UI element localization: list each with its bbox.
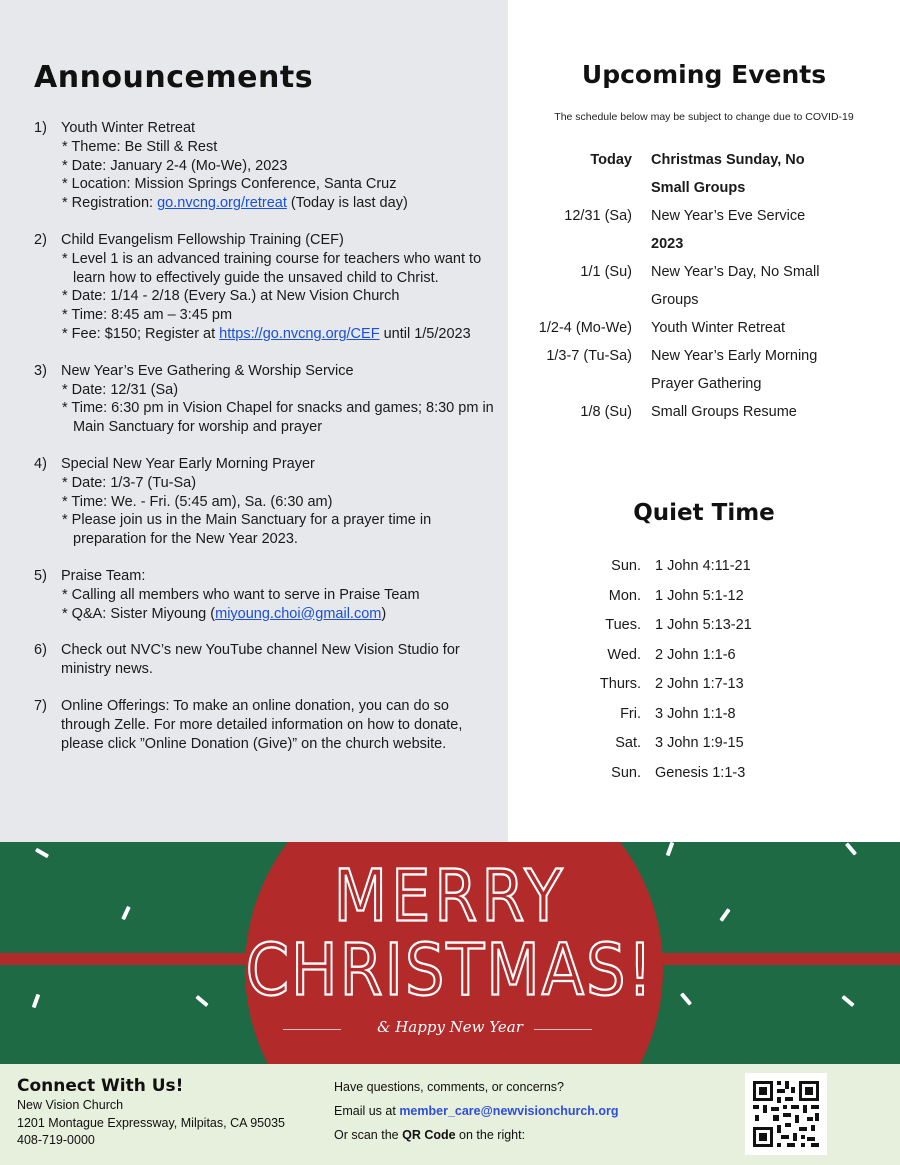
qt-day: Thurs. (599, 676, 641, 692)
item-number: 3) (34, 362, 47, 379)
event-row (508, 146, 900, 174)
event-date (508, 174, 651, 202)
event-row (508, 230, 900, 258)
announcement-item (34, 641, 502, 679)
event-desc: Prayer Gathering (651, 376, 762, 392)
christmas-banner (0, 842, 900, 1064)
announcement-item (34, 119, 502, 213)
retreat-registration-link[interactable]: go.nvcng.org/retreat (157, 195, 287, 212)
christmas-text: CHRISTMAS! (245, 928, 655, 1012)
event-desc: Groups (651, 292, 699, 308)
church-name: New Vision Church (17, 1098, 124, 1112)
qt-reference: 1 John 5:13-21 (655, 617, 752, 633)
qa-line: * Q&A: Sister Miyoung (miyoung.choi@gmail.com) (62, 605, 387, 622)
item-number: 5) (34, 567, 47, 584)
item-line: * Date: 1/3-7 (Tu-Sa) (62, 474, 197, 491)
item-title: Child Evangelism Fellowship Training (CEF) (61, 231, 344, 248)
item-line: * Date: 1/14 - 2/18 (Every Sa.) at New Vision Church (62, 288, 400, 305)
event-date: 12/31 (Sa) (564, 208, 632, 224)
event-year-heading: 2023 (651, 236, 684, 252)
quiet-time-row (508, 670, 900, 700)
events-subtitle: The schedule below may be subject to change due to COVID-19 (554, 111, 854, 123)
event-date: 1/1 (Su) (580, 264, 632, 280)
qt-day: Sat. (615, 735, 641, 751)
announcements-list (34, 119, 502, 771)
upcoming-events-title: Upcoming Events (581, 60, 827, 89)
event-date (508, 370, 651, 398)
item-line: * Calling all members who want to serve in Praise Team (62, 586, 420, 603)
quiet-time-row (508, 700, 900, 730)
item-title: Online Offerings: To make an online donation, you can do so through Zelle. For more detailed information on how to donate, please click ”Online Donation (Give)” on the church website. (61, 697, 463, 752)
announcement-item (34, 697, 502, 753)
email-line: Email us at member_care@newvisionchurch.org (334, 1104, 619, 1118)
event-date: 1/2-4 (Mo-We) (538, 320, 632, 336)
qt-reference: 1 John 4:11-21 (655, 558, 751, 574)
item-line: * Theme: Be Still & Rest (62, 138, 218, 155)
qt-reference: 2 John 1:7-13 (655, 676, 744, 692)
event-row (508, 174, 900, 202)
event-row (508, 258, 900, 286)
contact-email-link[interactable]: member_care@newvisionchurch.org (399, 1104, 619, 1118)
qr-line: Or scan the QR Code on the right: (334, 1128, 526, 1142)
merry-text: MERRY (333, 854, 567, 938)
qt-reference: 3 John 1:1-8 (655, 705, 736, 722)
event-desc: Christmas Sunday, No (651, 152, 805, 168)
footer (0, 1064, 900, 1165)
announcement-item (34, 231, 502, 344)
announcement-item (34, 567, 502, 623)
qr-code-icon[interactable] (745, 1073, 827, 1155)
item-line: * Level 1 is an advanced training course for teachers who want to learn how to effectively guide the unsaved child to Christ. (62, 250, 482, 286)
qt-reference: Genesis 1:1-3 (655, 764, 746, 781)
item-title: Check out NVC’s new YouTube channel New Vision Studio for ministry news. (61, 642, 460, 678)
quiet-time-row (508, 611, 900, 641)
events-table (508, 146, 900, 426)
announcements-title: Announcements (34, 60, 314, 95)
qt-reference: 2 John 1:1-6 (655, 646, 736, 663)
item-line: * Time: We. - Fri. (5:45 am), Sa. (6:30 am) (62, 493, 333, 510)
item-title: New Year’s Eve Gathering & Worship Service (61, 362, 354, 379)
church-address: 1201 Montague Expressway, Milpitas, CA 95035 (17, 1116, 285, 1130)
event-desc: New Year’s Eve Service (651, 208, 806, 224)
item-line: * Date: 12/31 (Sa) (62, 381, 179, 398)
announcement-item (34, 455, 502, 549)
event-desc: New Year’s Day, No Small (651, 264, 820, 280)
event-desc: Small Groups (651, 180, 746, 196)
item-number: 1) (34, 120, 47, 136)
item-number: 2) (34, 231, 47, 248)
event-desc: New Year’s Early Morning (651, 348, 818, 364)
event-date (508, 230, 651, 258)
quiet-time-table (508, 552, 900, 788)
qt-day: Mon. (608, 587, 641, 604)
event-row (508, 314, 900, 342)
quiet-time-row (508, 582, 900, 612)
item-line: * Location: Mission Springs Conference, Santa Cruz (62, 176, 397, 193)
item-number: 4) (34, 455, 47, 472)
announcements-column (0, 0, 508, 842)
event-row (508, 370, 900, 398)
quiet-time-row (508, 552, 900, 582)
event-date: 1/8 (Su) (580, 404, 632, 420)
item-line: * Please join us in the Main Sanctuary for a prayer time in preparation for the New Year 2023. (62, 512, 432, 548)
item-line: * Time: 8:45 am – 3:45 pm (62, 307, 233, 324)
qt-day: Wed. (607, 646, 641, 663)
item-line: * Time: 6:30 pm in Vision Chapel for snacks and games; 8:30 pm in Main Sanctuary for worship and prayer (62, 400, 494, 436)
quiet-time-row (508, 641, 900, 671)
item-number: 7) (34, 697, 47, 714)
event-row (508, 202, 900, 230)
event-row (508, 286, 900, 314)
church-phone: 408-719-0000 (17, 1133, 95, 1147)
item-title: Youth Winter Retreat (61, 120, 196, 136)
event-desc: Youth Winter Retreat (651, 320, 786, 336)
event-desc: Small Groups Resume (651, 404, 797, 420)
qt-day: Sun. (611, 558, 641, 574)
event-date: 1/3-7 (Tu-Sa) (546, 348, 632, 364)
item-title: Praise Team: (61, 567, 146, 584)
questions-text: Have questions, comments, or concerns? (334, 1080, 564, 1094)
announcement-item (34, 362, 502, 437)
qt-day: Fri. (620, 705, 641, 722)
event-date (508, 286, 651, 314)
qt-reference: 1 John 5:1-12 (655, 587, 744, 604)
qt-reference: 3 John 1:9-15 (655, 735, 744, 751)
cef-registration-link[interactable]: https://go.nvcng.org/CEF (219, 325, 380, 342)
events-column (508, 0, 900, 842)
quiet-time-row (508, 729, 900, 759)
fee-line: * Fee: $150; Register at https://go.nvcng.org/CEF until 1/5/2023 (62, 325, 471, 342)
item-title: Special New Year Early Morning Prayer (61, 455, 315, 472)
quiet-time-row (508, 759, 900, 789)
qt-day: Tues. (605, 617, 641, 633)
qt-day: Sun. (611, 764, 641, 781)
praise-team-email-link[interactable]: miyoung.choi@gmail.com (215, 605, 382, 622)
event-date: Today (590, 152, 632, 168)
item-line: * Date: January 2-4 (Mo-We), 2023 (62, 157, 288, 174)
event-row (508, 342, 900, 370)
event-row (508, 398, 900, 426)
item-number: 6) (34, 642, 47, 659)
connect-title: Connect With Us! (17, 1076, 184, 1096)
quiet-time-title: Quiet Time (633, 500, 775, 526)
happy-new-year-text: & Happy New Year (377, 1018, 523, 1036)
registration-line: * Registration: go.nvcng.org/retreat (Today is last day) (62, 195, 408, 212)
